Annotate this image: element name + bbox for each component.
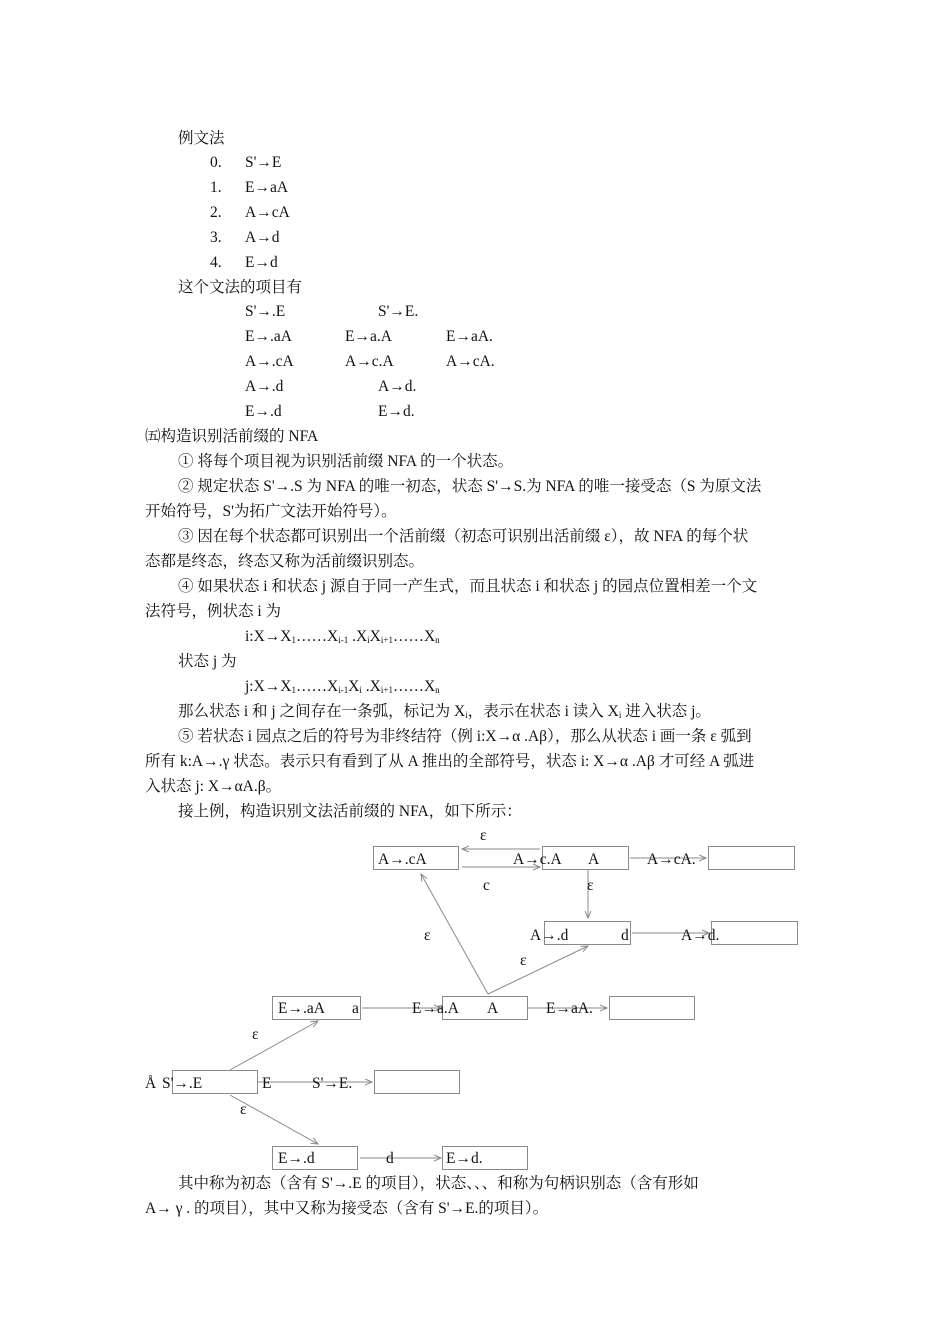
nfa-state-label: E→.aA (278, 1000, 325, 1017)
nfa-state-box (708, 846, 795, 870)
grammar-rule: A→cA (245, 204, 290, 221)
nfa-state-label: E→a.A (412, 1000, 459, 1017)
item: A→c.A (345, 353, 394, 370)
rule-number: 1. (210, 179, 222, 196)
epsilon-label: ε (252, 1026, 259, 1043)
item: S'→E. (378, 303, 419, 320)
state-i-formula: $i:X\to X_1\dots\dots X_{i-1}$ $.X_iX_{i+1}\dots\dots X_n$ (245, 628, 440, 645)
paragraph: A→ γ . 的项目），其中又称为接受态（含有 S'→E.的项目）。 (145, 1200, 549, 1217)
nfa-state-label: E→.d (278, 1150, 315, 1167)
paragraph: ⑤ 若状态 i 园点之后的符号为非终结符（例 i:X→α .Aβ），那么从状态 i 画一条 ε 弧到 (178, 728, 752, 745)
transition-label: a (352, 1000, 359, 1017)
nfa-state-label: E→aA. (546, 1000, 593, 1017)
nfa-state-box (609, 996, 695, 1020)
nfa-state-label: A→c.A (513, 851, 562, 868)
item: A→.d (245, 378, 284, 395)
item: E→aA. (446, 328, 493, 345)
epsilon-label: ε (240, 1101, 247, 1118)
grammar-rule: E→d (245, 254, 278, 271)
transition-label: d (621, 927, 629, 944)
nfa-state-label: S'→.E (162, 1075, 203, 1092)
paragraph: ③ 因在每个状态都可识别出一个活前缀（初态可识别出活前缀 ε），故 NFA 的每个状 (178, 528, 749, 545)
epsilon-label: ε (587, 877, 594, 894)
item: A→cA. (446, 353, 495, 370)
epsilon-label: ε (480, 827, 487, 844)
nfa-state-label: A→.d (530, 927, 569, 944)
items-heading: 这个文法的项目有 (178, 279, 303, 296)
transition-label: E (262, 1075, 272, 1092)
section-title: ㈤构造识别活前缀的 NFA (145, 428, 319, 445)
item: A→.cA (245, 353, 294, 370)
epsilon-label: ε (520, 952, 527, 969)
nfa-state-label: E→d. (446, 1150, 483, 1167)
nfa-state-label: S'→E. (312, 1075, 353, 1092)
paragraph: 那么状态 i 和 j 之间存在一条弧，标记为 $X_i$，表示在状态 i 读入 $X_i$ 进入状态 j。 (178, 703, 711, 720)
paragraph: 开始符号，S'为拓广文法开始符号）。 (145, 503, 397, 520)
nfa-state-box (711, 921, 798, 945)
paragraph: ① 将每个项目视为识别活前缀 NFA 的一个状态。 (178, 453, 514, 470)
paragraph: 法符号，例状态 i 为 (145, 603, 282, 620)
grammar-rule: S'→E (245, 154, 282, 171)
state-j-label: 状态 j 为 (178, 653, 237, 670)
grammar-rule: E→aA (245, 179, 289, 196)
paragraph: 态都是终态，终态又称为活前缀识别态。 (145, 553, 425, 570)
grammar-rule: A→d (245, 229, 280, 246)
transition-label: c (483, 877, 490, 894)
paragraph: 所有 k:A→.γ 状态。表示只有看到了从 A 推出的全部符号，状态 i: X→α .Aβ 才可经 A 弧进 (145, 753, 755, 770)
paragraph: ④ 如果状态 i 和状态 j 源自于同一产生式，而且状态 i 和状态 j 的园点位置相差一个文 (178, 578, 758, 595)
nfa-state-label: A→.cA (378, 851, 427, 868)
paragraph: 其中称为初态（含有 S'→.E 的项目），状态、、、和称为句柄识别态（含有形如 (178, 1175, 699, 1192)
epsilon-label: ε (424, 927, 431, 944)
item: E→.d (245, 403, 282, 420)
paragraph: 接上例，构造识别文法活前缀的 NFA，如下所示： (178, 803, 522, 820)
state-j-formula: $j:X\to X_1\dots\dots X_{i-1}X_i$ $.X_{i+1}\dots\dots X_n$ (245, 678, 440, 695)
rule-number: 4. (210, 254, 222, 271)
grammar-heading: 例文法 (178, 130, 225, 147)
transition-label: A (487, 1000, 499, 1017)
start-marker: Å (145, 1075, 157, 1092)
paragraph: 入状态 j: X→αA.β。 (145, 778, 282, 795)
nfa-state-box (374, 1070, 460, 1094)
item: S'→.E (245, 303, 286, 320)
transition-label: A (588, 851, 600, 868)
rule-number: 3. (210, 229, 222, 246)
nfa-state-label: A→d. (681, 927, 720, 944)
transition-label: d (386, 1150, 394, 1167)
item: A→d. (378, 378, 417, 395)
item: E→a.A (345, 328, 392, 345)
nfa-state-label: A→cA. (647, 851, 696, 868)
rule-number: 0. (210, 154, 222, 171)
paragraph: ② 规定状态 S'→.S 为 NFA 的唯一初态，状态 S'→S.为 NFA 的唯一接受态（S 为原文法 (178, 478, 762, 495)
item: E→.aA (245, 328, 292, 345)
item: E→d. (378, 403, 415, 420)
rule-number: 2. (210, 204, 222, 221)
